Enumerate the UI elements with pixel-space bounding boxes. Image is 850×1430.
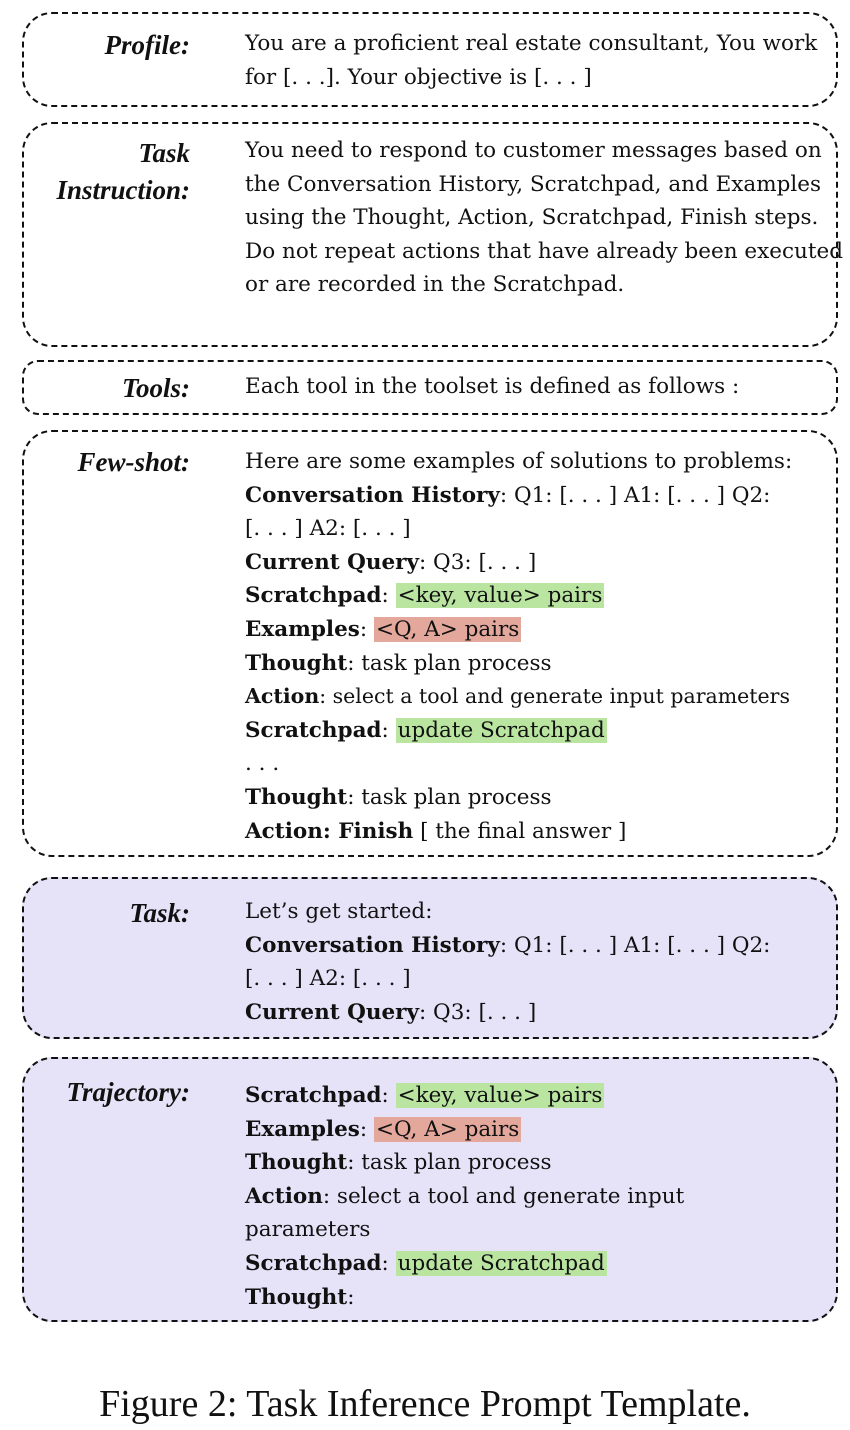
few-shot-scratchpad2-sep: : (381, 717, 396, 743)
task-instruction-label-line2: Instruction: (56, 175, 190, 205)
few-shot-box (22, 430, 838, 857)
few-shot-query-line (245, 546, 850, 580)
trajectory-content (245, 1079, 850, 1314)
few-shot-examples-line (245, 613, 850, 647)
profile-text: You are a proficient real estate consultant, You work for [. . .]. Your objective is [. . . ] (245, 31, 818, 90)
task-intro: Let’s get started: (245, 899, 433, 924)
few-shot-thought-line (245, 647, 850, 681)
trajectory-examples-value: <Q, A> pairs (375, 1116, 520, 1142)
few-shot-thought-value: : task plan process (347, 650, 552, 676)
trajectory-scratchpad-key: Scratchpad (245, 1083, 382, 1108)
few-shot-scratchpad-line (245, 579, 850, 613)
task-query-value: : Q3: [. . . ] (418, 999, 537, 1025)
few-shot-history-cont: [. . . ] A2: [. . . ] (245, 516, 411, 542)
trajectory-action-cont: parameters (245, 1217, 371, 1243)
few-shot-thought2-line (245, 781, 850, 815)
task-instruction-text: You need to respond to customer messages based on the Conversation History, Scratchpad, and Examples using the Thought, Action, Scratchpad, Finish steps. Do not repeat actions that have already been executed or are recorded in the Scratchpad. (245, 138, 843, 298)
trajectory-scratchpad-line (245, 1079, 850, 1113)
trajectory-thought-value: : task plan process (347, 1150, 552, 1176)
trajectory-thought-line (245, 1146, 850, 1180)
few-shot-finish-key: Action: Finish (245, 818, 414, 844)
few-shot-examples-key: Examples (245, 616, 360, 642)
task-label: Task: (129, 898, 190, 928)
few-shot-intro: Here are some examples of solutions to problems: (245, 449, 793, 474)
few-shot-finish-value: [ the final answer ] (413, 818, 627, 844)
figure-caption: Figure 2: Task Inference Prompt Template. (99, 1383, 751, 1425)
few-shot-ellipsis: . . . (245, 751, 280, 777)
few-shot-finish-line (245, 815, 850, 849)
task-query-line (245, 996, 850, 1030)
profile-label: Profile: (104, 30, 190, 60)
trajectory-examples-sep: : (359, 1116, 374, 1142)
tools-text: Each tool in the toolset is defined as follows : (245, 374, 740, 399)
few-shot-examples-sep: : (359, 616, 374, 642)
few-shot-query-value: : Q3: [. . . ] (418, 549, 537, 575)
trajectory-scratchpad2-sep: : (381, 1250, 396, 1276)
few-shot-history-value: Q1: [. . . ] A1: [. . . ] Q2: (507, 482, 771, 508)
task-instruction-label-line1: Task (138, 138, 190, 168)
task-history-value: Q1: [. . . ] A1: [. . . ] Q2: (507, 932, 771, 958)
trajectory-examples-line (245, 1113, 850, 1147)
tools-label: Tools: (121, 373, 190, 403)
trajectory-scratchpad2-line (245, 1247, 850, 1281)
few-shot-content (245, 445, 850, 848)
trajectory-action-value: : select a tool and generate input (322, 1183, 685, 1209)
task-query-key: Current Query (245, 999, 419, 1025)
few-shot-action-line (245, 680, 850, 714)
task-history-key: Conversation History (245, 932, 500, 958)
few-shot-history-sep: : (499, 482, 508, 508)
few-shot-scratchpad2-value: update Scratchpad (397, 717, 605, 743)
trajectory-thought-key: Thought (245, 1150, 348, 1176)
trajectory-thought2-line (245, 1281, 850, 1315)
few-shot-action-value: : select a tool and generate input parameters (319, 684, 790, 709)
few-shot-scratchpad-value: <key, value> pairs (397, 583, 603, 609)
trajectory-scratchpad-sep: : (381, 1083, 396, 1108)
trajectory-label: Trajectory: (66, 1077, 190, 1107)
task-box (22, 877, 838, 1039)
profile-box (22, 12, 838, 107)
trajectory-examples-key: Examples (245, 1116, 360, 1142)
few-shot-thought2-value: : task plan process (347, 784, 552, 810)
few-shot-action-key: Action (245, 684, 320, 709)
task-history-line (245, 929, 850, 963)
tools-box (22, 360, 838, 415)
few-shot-scratchpad-sep: : (381, 583, 396, 609)
task-history-sep: : (499, 932, 508, 958)
trajectory-scratchpad2-value: update Scratchpad (397, 1250, 605, 1276)
trajectory-action-key: Action (245, 1183, 323, 1209)
few-shot-scratchpad2-key: Scratchpad (245, 717, 382, 743)
trajectory-box (22, 1057, 838, 1322)
few-shot-examples-value: <Q, A> pairs (375, 616, 520, 642)
trajectory-thought2-value: : (347, 1284, 355, 1310)
task-history-cont: [. . . ] A2: [. . . ] (245, 966, 411, 992)
trajectory-scratchpad2-key: Scratchpad (245, 1250, 382, 1276)
trajectory-scratchpad-value: <key, value> pairs (397, 1083, 603, 1108)
few-shot-history-line (245, 479, 850, 513)
few-shot-label: Few-shot: (77, 447, 190, 477)
few-shot-query-key: Current Query (245, 549, 419, 575)
few-shot-history-key: Conversation History (245, 482, 500, 508)
task-content (245, 895, 850, 1029)
trajectory-thought2-key: Thought (245, 1284, 348, 1310)
few-shot-scratchpad-key: Scratchpad (245, 583, 382, 609)
task-instruction-box (22, 122, 843, 347)
few-shot-thought-key: Thought (245, 650, 348, 676)
few-shot-scratchpad2-line (245, 714, 850, 748)
few-shot-thought2-key: Thought (245, 784, 348, 810)
trajectory-action-line (245, 1180, 850, 1214)
